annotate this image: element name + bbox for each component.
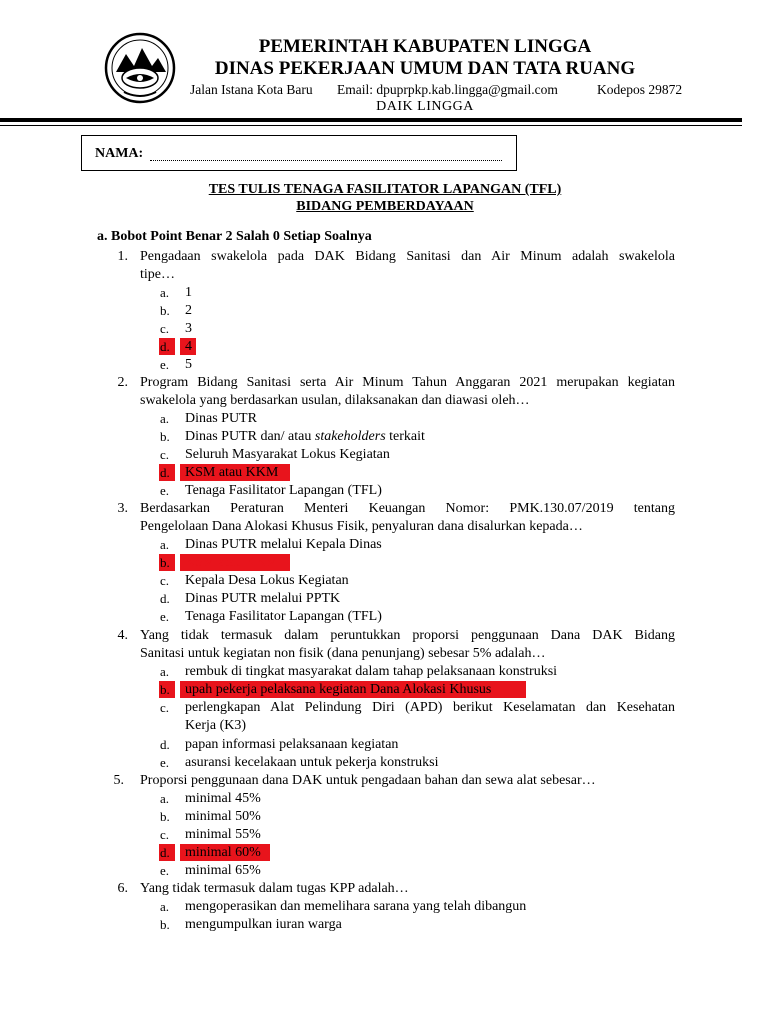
option-text[interactable]: 3 (185, 321, 192, 336)
option-letter: c. (160, 573, 170, 588)
option-letter: b. (160, 429, 170, 444)
question-text (140, 880, 675, 898)
option-text-continued: Kerja (K3) (185, 718, 247, 733)
question-number: 1. (117, 249, 128, 264)
address-street: Jalan Istana Kota Baru (190, 82, 313, 97)
option-letter: a. (160, 537, 170, 552)
option-text-correct[interactable]: minimal 60% (185, 845, 261, 860)
option-letter-correct: d. (160, 339, 170, 354)
question-line: Sanitasi untuk kegiatan non fisik (dana penunjang) sebesar 5% adalah… (140, 646, 546, 661)
option-text-correct[interactable]: KSM atau KKM (185, 555, 279, 570)
department-title: DINAS PEKERJAAN UMUM DAN TATA RUANG (214, 58, 636, 79)
option-text-correct[interactable]: KSM atau KKM (185, 465, 279, 480)
option-text[interactable]: minimal 45% (185, 791, 261, 806)
option-text[interactable]: perlengkapan Alat Pelindung Diri (APD) berikut Keselamatan dan Kesehatan (185, 700, 675, 715)
name-label: NAMA: (95, 146, 144, 161)
address-zip: Kodepos 29872 (597, 82, 683, 97)
address-city: DAIK LINGGA (376, 99, 474, 114)
option-letter: e. (160, 483, 170, 498)
regency-seal-logo (104, 32, 176, 104)
option-text[interactable]: Dinas PUTR melalui Kepala Dinas (185, 537, 382, 552)
option-text[interactable]: papan informasi pelaksanaan kegiatan (185, 737, 399, 752)
option-letter-correct: d. (160, 845, 170, 860)
question-text (140, 772, 675, 790)
question-line: Berdasarkan Peraturan Menteri Keuangan Nomor: PMK.130.07/2019 tentang (140, 501, 675, 516)
option-letter: c. (160, 447, 170, 462)
option-text-emphasis: stakeholders (314, 429, 386, 444)
option-letter: b. (160, 917, 170, 932)
option-text[interactable]: 2 (185, 303, 192, 318)
government-title: PEMERINTAH KABUPATEN LINGGA (258, 36, 592, 57)
option-letter: d. (160, 737, 170, 752)
name-field[interactable] (150, 160, 502, 161)
option-letter: e. (160, 755, 170, 770)
option-letter: a. (160, 664, 170, 679)
question-line: Yang tidak termasuk dalam tugas KPP adalah… (140, 881, 409, 896)
address-email: Email: dpuprpkp.kab.lingga@gmail.com (337, 82, 558, 97)
question-line: Program Bidang Sanitasi serta Air Minum Tahun Anggaran 2021 merupakan kegiatan (140, 375, 675, 390)
name-box (81, 135, 517, 171)
exam-title: TES TULIS TENAGA FASILITATOR LAPANGAN (TFL) (208, 182, 562, 197)
letterhead-rule-thin (0, 125, 742, 126)
option-letter: a. (160, 791, 170, 806)
option-text[interactable]: Kepala Desa Lokus Kegiatan (185, 573, 349, 588)
question-number: 4. (117, 628, 128, 643)
option-text-correct[interactable]: upah pekerja pelaksana kegiatan Dana Alokasi Khusus (185, 682, 492, 697)
option-text[interactable] (185, 428, 425, 446)
option-letter: c. (160, 827, 170, 842)
question-number: 5. (113, 773, 124, 788)
option-text[interactable]: asuransi kecelakaan untuk pekerja konstruksi (185, 755, 439, 770)
option-text[interactable]: 5 (185, 357, 192, 372)
option-letter: b. (160, 809, 170, 824)
option-text[interactable]: Dinas PUTR melalui PPTK (185, 591, 341, 606)
question-line: tipe… (140, 267, 175, 282)
option-letter: e. (160, 357, 170, 372)
option-text-correct[interactable]: 4 (185, 339, 192, 354)
question-number: 2. (117, 375, 128, 390)
option-text[interactable]: Tenaga Fasilitator Lapangan (TFL) (185, 483, 382, 498)
option-letter: c. (160, 700, 170, 715)
option-letter: a. (160, 899, 170, 914)
option-text-part: Dinas PUTR dan/ atau (185, 429, 315, 444)
option-text[interactable]: 1 (185, 285, 192, 300)
option-text-part: terkait (385, 429, 425, 444)
question-line: Pengadaan swakelola pada DAK Bidang Sanitasi dan Air Minum adalah swakelola (140, 249, 675, 264)
question-text (140, 248, 675, 284)
question-line: Pengelolaan Dana Alokasi Khusus Fisik, penyaluran dana disalurkan kepada… (140, 519, 583, 534)
option-letter-correct: b. (160, 555, 170, 570)
option-text[interactable]: Seluruh Masyarakat Lokus Kegiatan (185, 447, 390, 462)
option-text[interactable]: Tenaga Fasilitator Lapangan (TFL) (185, 609, 382, 624)
option-letter: a. (160, 285, 170, 300)
option-letter: b. (160, 303, 170, 318)
option-text[interactable]: Dinas PUTR (185, 411, 257, 426)
option-letter: e. (160, 609, 170, 624)
exam-subtitle: BIDANG PEMBERDAYAAN (296, 199, 474, 214)
question-text (140, 627, 675, 663)
option-text[interactable]: mengumpulkan iuran warga (185, 917, 342, 932)
option-letter: a. (160, 411, 170, 426)
question-text (140, 374, 675, 410)
option-letter-correct: d. (160, 465, 170, 480)
option-letter: e. (160, 863, 170, 878)
question-number: 6. (117, 881, 128, 896)
letterhead-rule-thick (0, 118, 742, 122)
question-line: swakelola yang berdasarkan usulan, dilaksanakan dan diawasi oleh… (140, 393, 530, 408)
section-heading: a. Bobot Point Benar 2 Salah 0 Setiap Soalnya (97, 229, 372, 244)
option-letter-correct: b. (160, 682, 170, 697)
option-letter: c. (160, 321, 170, 336)
question-text (140, 500, 675, 536)
option-text[interactable]: rembuk di tingkat masyarakat dalam tahap pelaksanaan konstruksi (185, 664, 558, 679)
question-number: 3. (117, 501, 128, 516)
option-text[interactable]: mengoperasikan dan memelihara sarana yang telah dibangun (185, 899, 527, 914)
option-letter: d. (160, 591, 170, 606)
question-line: Proporsi penggunaan dana DAK untuk pengadaan bahan dan sewa alat sebesar… (140, 773, 596, 788)
option-text[interactable]: minimal 55% (185, 827, 261, 842)
option-text[interactable]: minimal 50% (185, 809, 261, 824)
question-line: Yang tidak termasuk dalam peruntukkan proporsi penggunaan Dana DAK Bidang (140, 628, 675, 643)
option-text[interactable]: minimal 65% (185, 863, 261, 878)
